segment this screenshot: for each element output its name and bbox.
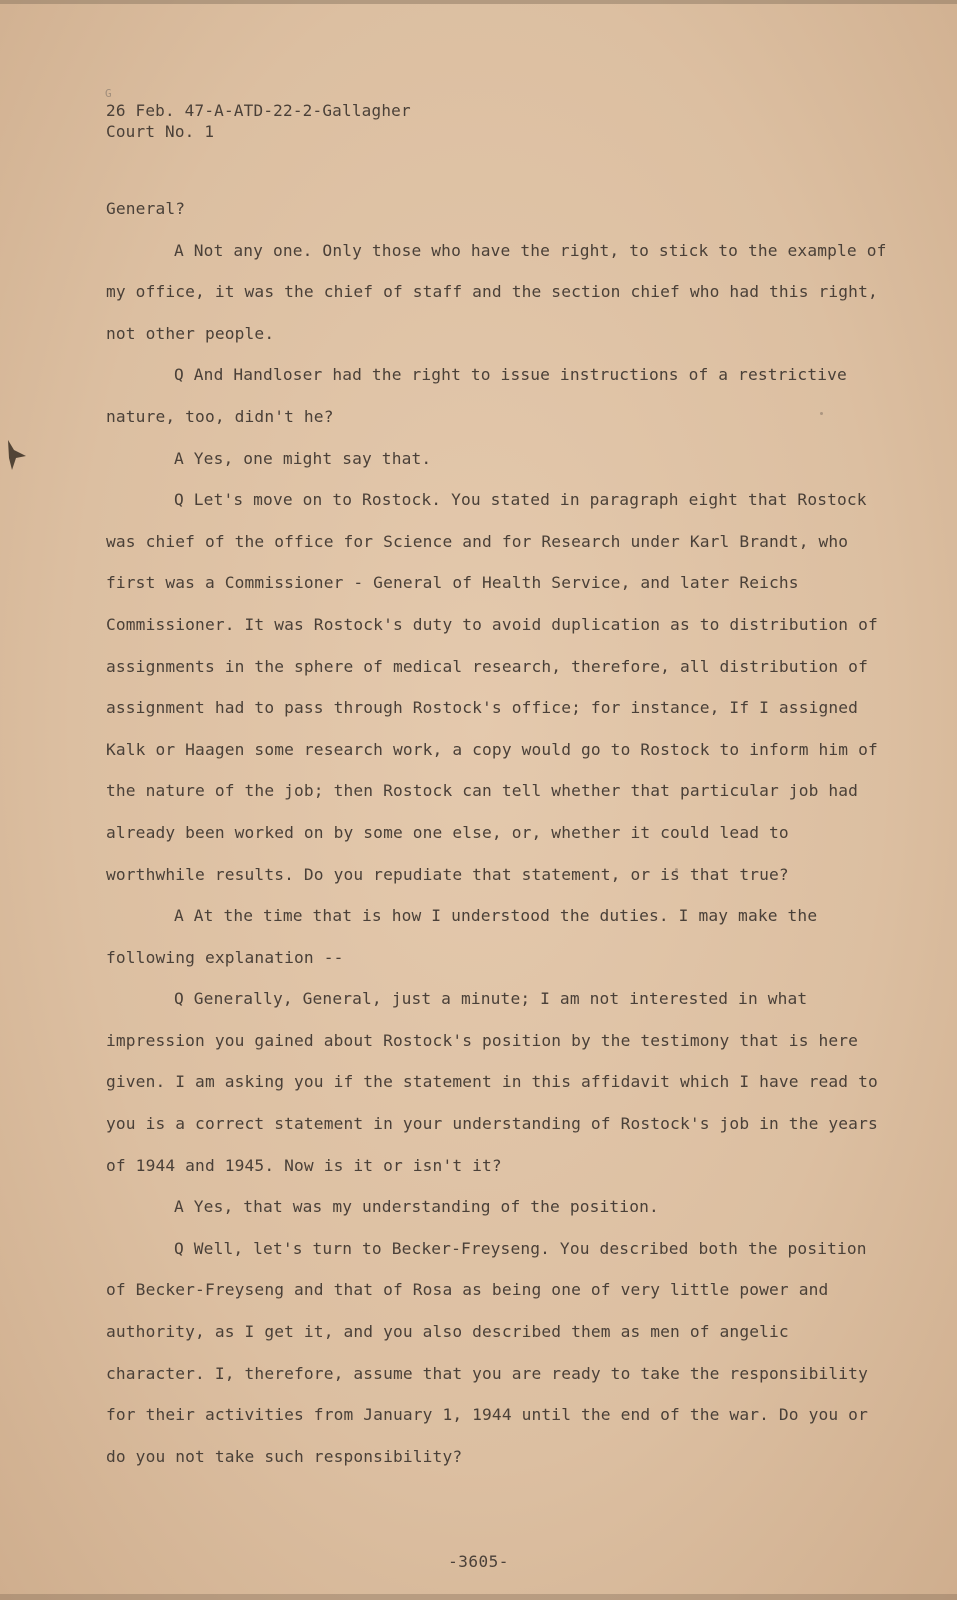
header-court-line: Court No. 1 (106, 122, 215, 141)
document-header (106, 88, 411, 142)
paragraph-5: Q Let's move on to Rostock. You stated in paragraph eight that Rostock was chief of the office for Science and for Research under Karl Brandt, who first was a Commissioner - General of Health Service, and later Reichs Commissioner. It was Rostock's duty to avoid duplication as to distribution of assignments in the sphere of medical research, therefore, all distribution of assignment had to pass through Rostock's office; for instance, If I assigned Kalk or Haagen some research work, a copy would go to Rostock to inform him of the nature of the job; then Rostock can tell whether that particular job had already been worked on by some one else, or, whether it could lead to worthwhile results. Do you repudiate that statement, or is that true? (106, 490, 878, 884)
paragraph-4: A Yes, one might say that. (174, 448, 432, 468)
paper-tear-mark (6, 440, 28, 470)
paragraph-1: General? (106, 199, 186, 218)
page-number: -3605- (448, 1552, 509, 1571)
paragraph-3: Q And Handloser had the right to issue instructions of a restrictive nature, too, didn't he? (106, 365, 847, 426)
paragraph-7: Q Generally, General, just a minute; I am not interested in what impression you gained about Rostock's position by the testimony that is here given. I am asking you if the statement in this affidavit which I have read to you is a correct statement in your understanding of Rostock's job in the years of 1944 and 1945. Now is it or isn't it? (106, 989, 878, 1175)
transcript-body (106, 188, 896, 1477)
paragraph-6: A At the time that is how I understood the duties. I may make the following explanation -- (106, 906, 818, 967)
header-mark: G (105, 87, 112, 100)
paragraph-2: A Not any one. Only those who have the right, to stick to the example of my office, it was the chief of staff and the section chief who had this right, not other people. (106, 240, 887, 343)
header-reference-line: 26 Feb. 47-A-ATD-22-2-Gallagher (106, 101, 411, 120)
paragraph-9: Q Well, let's turn to Becker-Freyseng. You described both the position of Becker-Freyseng and that of Rosa as being one of very little power and authority, as I get it, and you also described them as men of angelic character. I, therefore, assume that you are ready to take the responsibility for their activities from January 1, 1944 until the end of the war. Do you or do you not take such responsibility? (106, 1238, 868, 1466)
paragraph-8: A Yes, that was my understanding of the position. (174, 1197, 659, 1217)
page-bottom-edge (0, 1594, 957, 1600)
page-top-edge (0, 0, 957, 4)
